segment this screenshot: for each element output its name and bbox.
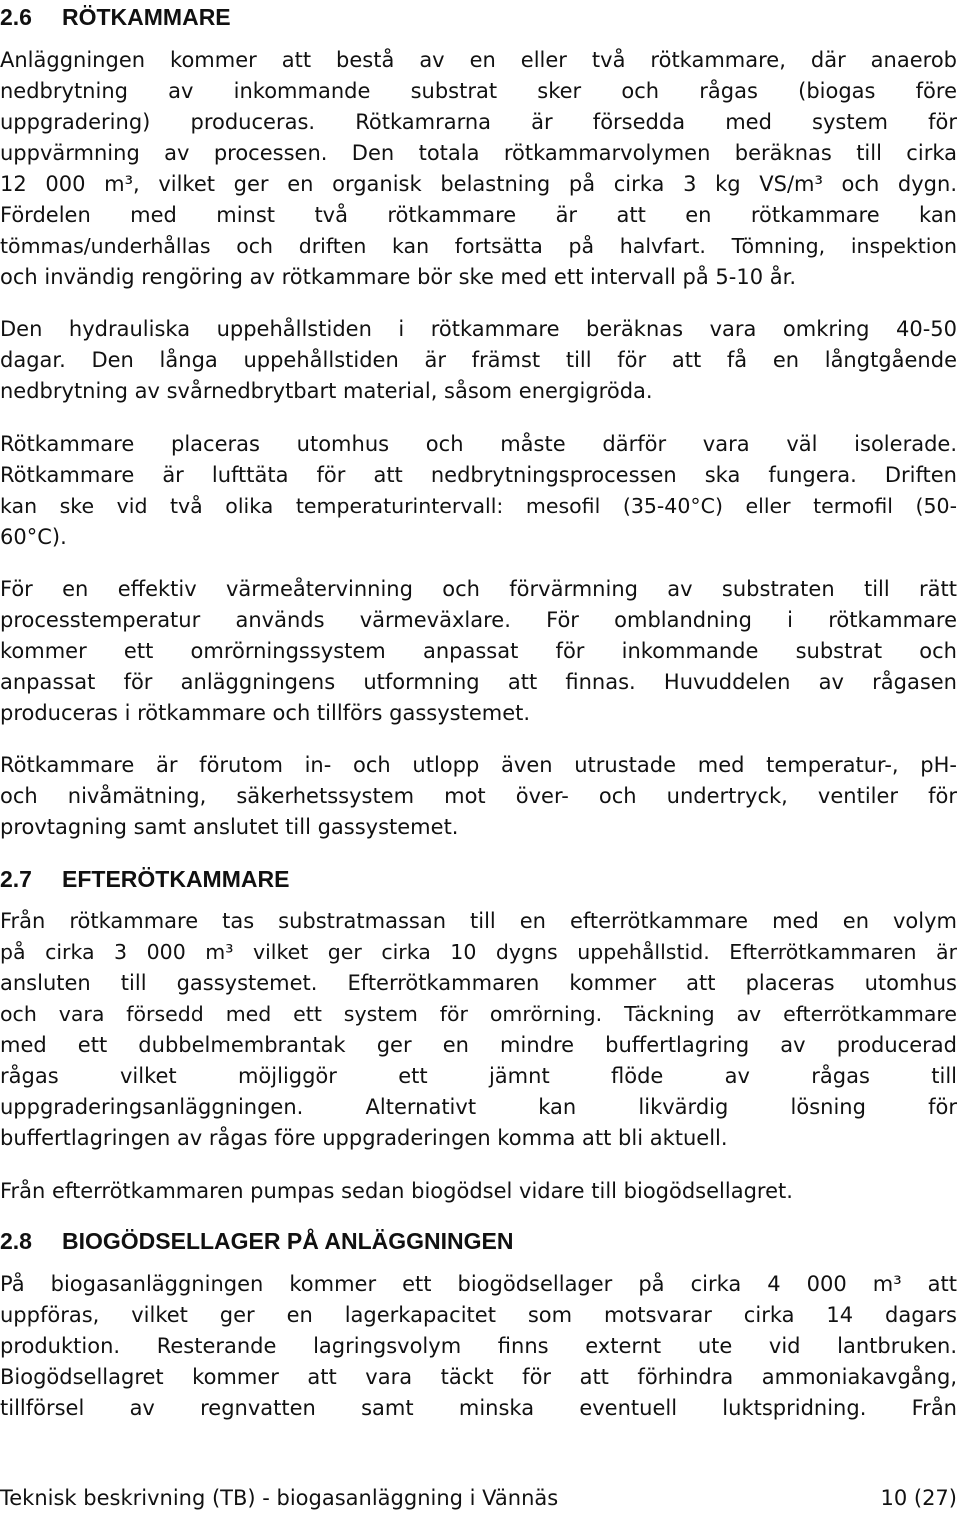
paragraph-line: Från rötkammare tas substratmassan till en efterrötkammare med en volym <box>0 909 957 933</box>
section-title: EFTERÖTKAMMARE <box>62 866 290 892</box>
paragraph-line: Rötkammare placeras utomhus och måste därför vara väl isolerade. <box>0 432 957 456</box>
paragraph-line: Anläggningen kommer att bestå av en eller två rötkammare, där anaerob <box>0 48 957 72</box>
page-number: 10 (27) <box>880 1486 957 1510</box>
paragraph-line: tömmas/underhållas och driften kan fortsätta på halvfart. Tömning, inspektion <box>0 234 957 258</box>
paragraph-line: ansluten till gassystemet. Efterrötkammaren kommer att placeras utomhus <box>0 971 957 995</box>
paragraph-line: På biogasanläggningen kommer ett biogödsellager på cirka 4 000 m³ att <box>0 1272 957 1296</box>
section-number: 2.6 <box>0 4 32 30</box>
paragraph-line: Biogödsellagret kommer att vara täckt för att förhindra ammoniakavgång, <box>0 1365 957 1389</box>
paragraph-line: Rötkammare är förutom in- och utlopp även utrustade med temperatur-, pH- <box>0 753 957 777</box>
paragraph-line: produktion. Resterande lagringsvolym finns externt ute vid lantbruken. <box>0 1334 957 1358</box>
section-title: BIOGÖDSELLAGER PÅ ANLÄGGNINGEN <box>62 1228 514 1254</box>
paragraph-line: processtemperatur används värmeväxlare. För omblandning i rötkammare <box>0 608 957 632</box>
section-heading-2-7 <box>0 864 289 894</box>
paragraph-line: 12 000 m³, vilket ger en organisk belastning på cirka 3 kg VS/m³ och dygn. <box>0 172 957 196</box>
paragraph-line: För en effektiv värmeåtervinning och förvärmning av substraten till rätt <box>0 577 957 601</box>
paragraph-line: uppföras, vilket ger en lagerkapacitet som motsvarar cirka 14 dagars <box>0 1303 957 1327</box>
paragraph-line: kommer ett omrörningssystem anpassat för inkommande substrat och <box>0 639 957 663</box>
paragraph-line: uppgraderingsanläggningen. Alternativt kan likvärdig lösning för <box>0 1095 957 1119</box>
paragraph-line: produceras i rötkammare och tillförs gassystemet. <box>0 701 531 725</box>
paragraph-line: nedbrytning av svårnedbrytbart material, såsom energigröda. <box>0 379 653 403</box>
section-heading-2-6 <box>0 2 231 32</box>
section-title: RÖTKAMMARE <box>62 4 231 30</box>
paragraph-line: provtagning samt anslutet till gassystemet. <box>0 815 459 839</box>
paragraph-line: på cirka 3 000 m³ vilket ger cirka 10 dygns uppehållstid. Efterrötkammaren är <box>0 940 957 964</box>
paragraph-line: och invändig rengöring av rötkammare bör ske med ett intervall på 5-10 år. <box>0 265 797 289</box>
paragraph-line: med ett dubbelmembrantak ger en mindre buffertlagring av producerad <box>0 1033 957 1057</box>
paragraph-line: och vara försedd med ett system för omrörning. Täckning av efterrötkammare <box>0 1002 957 1026</box>
paragraph-line: nedbrytning av inkommande substrat sker och rågas (biogas före <box>0 79 957 103</box>
paragraph-line: buffertlagringen av rågas före uppgraderingen komma att bli aktuell. <box>0 1126 728 1150</box>
section-heading-2-8 <box>0 1226 514 1256</box>
paragraph-line: tillförsel av regnvatten samt minska eventuell luktspridning. Från <box>0 1396 957 1420</box>
paragraph-line: och nivåmätning, säkerhetssystem mot över- och undertryck, ventiler för <box>0 784 957 808</box>
paragraph-line: kan ske vid två olika temperaturintervall: mesofil (35-40°C) eller termofil (50- <box>0 494 957 518</box>
paragraph-line: Från efterrötkammaren pumpas sedan biogödsel vidare till biogödsellagret. <box>0 1179 793 1203</box>
footer-document-title: Teknisk beskrivning (TB) - biogasanläggning i Vännäs <box>0 1486 559 1510</box>
paragraph-line: Den hydrauliska uppehållstiden i rötkammare beräknas vara omkring 40-50 <box>0 317 957 341</box>
paragraph-line: Fördelen med minst två rötkammare är att en rötkammare kan <box>0 203 957 227</box>
paragraph-line: rågas vilket möjliggör ett jämnt flöde av rågas till <box>0 1064 957 1088</box>
section-number: 2.7 <box>0 866 32 892</box>
section-number: 2.8 <box>0 1228 32 1254</box>
paragraph-line: Rötkammare är lufttäta för att nedbrytningsprocessen ska fungera. Driften <box>0 463 957 487</box>
paragraph-line: dagar. Den långa uppehållstiden är främst till för att få en långtgående <box>0 348 957 372</box>
paragraph-line: uppgradering) produceras. Rötkamrarna är försedda med system för <box>0 110 957 134</box>
paragraph-line: 60°C). <box>0 525 67 549</box>
paragraph-line: anpassat för anläggningens utformning att finnas. Huvuddelen av rågasen <box>0 670 957 694</box>
page-footer <box>0 1483 957 1513</box>
paragraph-line: uppvärmning av processen. Den totala rötkammarvolymen beräknas till cirka <box>0 141 957 165</box>
